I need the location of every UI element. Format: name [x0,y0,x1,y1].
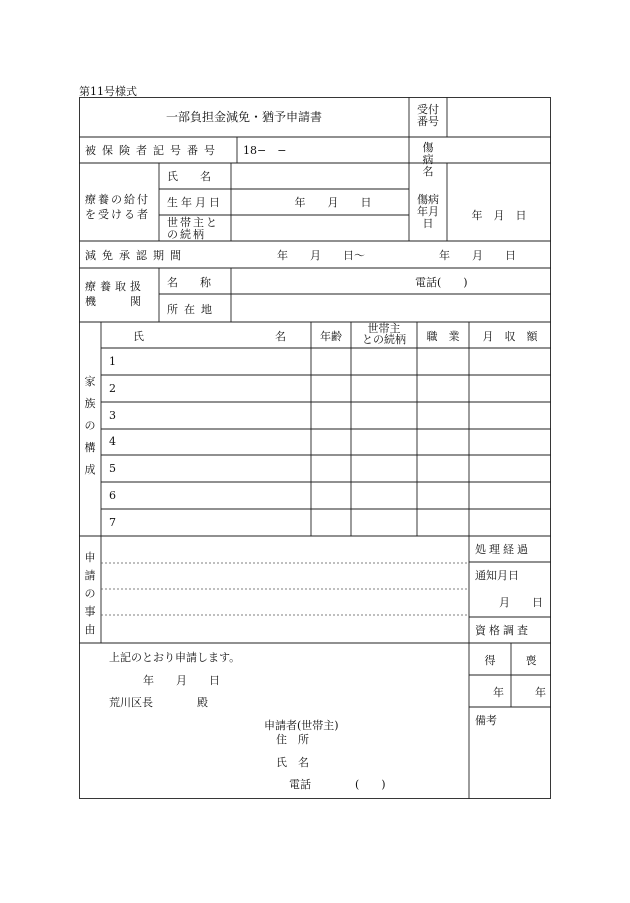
form-number: 第11号様式 [79,85,137,98]
disease-date-label: 傷病 年月 日 [417,193,439,230]
institution-name-label: 名 称 [167,276,211,289]
form-title: 一部負担金減免・猶予申請書 [165,110,323,124]
family-row-number: 3 [109,409,116,422]
application-date-field[interactable]: 年 月 日 [143,674,220,687]
loss-year-field[interactable]: 年 [535,686,546,699]
disease-date-field[interactable]: 年 月 日 [471,209,527,222]
application-form [79,97,551,799]
family-header-age: 年齢 [320,330,342,343]
processing-label: 処理経過 [475,543,531,556]
notice-date-label: 通知月日 [475,569,519,582]
relation-label: 世帯主と の続柄 [167,216,219,241]
applicant-address-label: 住 所 [276,733,309,746]
acquire-year-field[interactable]: 年 [493,686,504,699]
remarks-label: 備考 [475,714,497,727]
addressee-text: 荒川区長 殿 [109,696,208,709]
loss-label: 喪 [525,654,537,667]
institution-label: 療養取扱 機 関 [85,280,145,308]
approval-period-label: 減免承認期間 [85,249,187,262]
applicant-name-label: 氏 名 [276,756,309,769]
family-row-number: 1 [109,355,116,368]
family-row-number: 4 [109,435,116,448]
reason-label: 申 請 の 事 由 [84,551,96,636]
family-composition-label: 家 族 の 構 成 [84,375,96,476]
disease-label: 傷 病 名 [422,141,434,178]
applicant-phone-label: 電話 ( ) [289,778,386,791]
name-label: 氏 名 [167,170,211,183]
birth-date-field[interactable]: 年 月 日 [294,196,372,209]
institution-phone[interactable]: 電話( ) [415,276,468,289]
approval-period-from[interactable]: 年 月 日〜 [277,249,365,262]
insured-number-label: 被保険者記号番号 [85,144,221,157]
acquire-label: 得 [484,654,496,667]
family-row-number: 5 [109,462,116,475]
family-header-income: 月 収 額 [482,330,538,343]
institution-address-label: 所在地 [167,303,218,316]
insured-number-prefix[interactable]: 18− − [243,144,287,157]
receipt-number-label: 受付 番号 [417,103,439,128]
family-header-occupation: 職 業 [426,330,460,343]
family-row-number: 6 [109,489,116,502]
family-header-name-right: 名 [275,330,286,343]
applicant-label: 申請者(世帯主) [264,719,339,732]
family-header-relation: 世帯主 との続柄 [362,322,406,346]
family-row-number: 2 [109,382,116,395]
family-header-name-left: 氏 [133,330,144,343]
family-row-number: 7 [109,516,116,529]
notice-date-field[interactable]: 月 日 [499,596,543,609]
birth-date-label: 生年月日 [167,196,223,209]
declaration-text: 上記のとおり申請します。 [109,651,241,664]
beneficiary-label: 療養の給付 を受ける者 [85,193,150,221]
eligibility-label: 資格調査 [475,624,531,637]
approval-period-to[interactable]: 年 月 日 [439,249,516,262]
